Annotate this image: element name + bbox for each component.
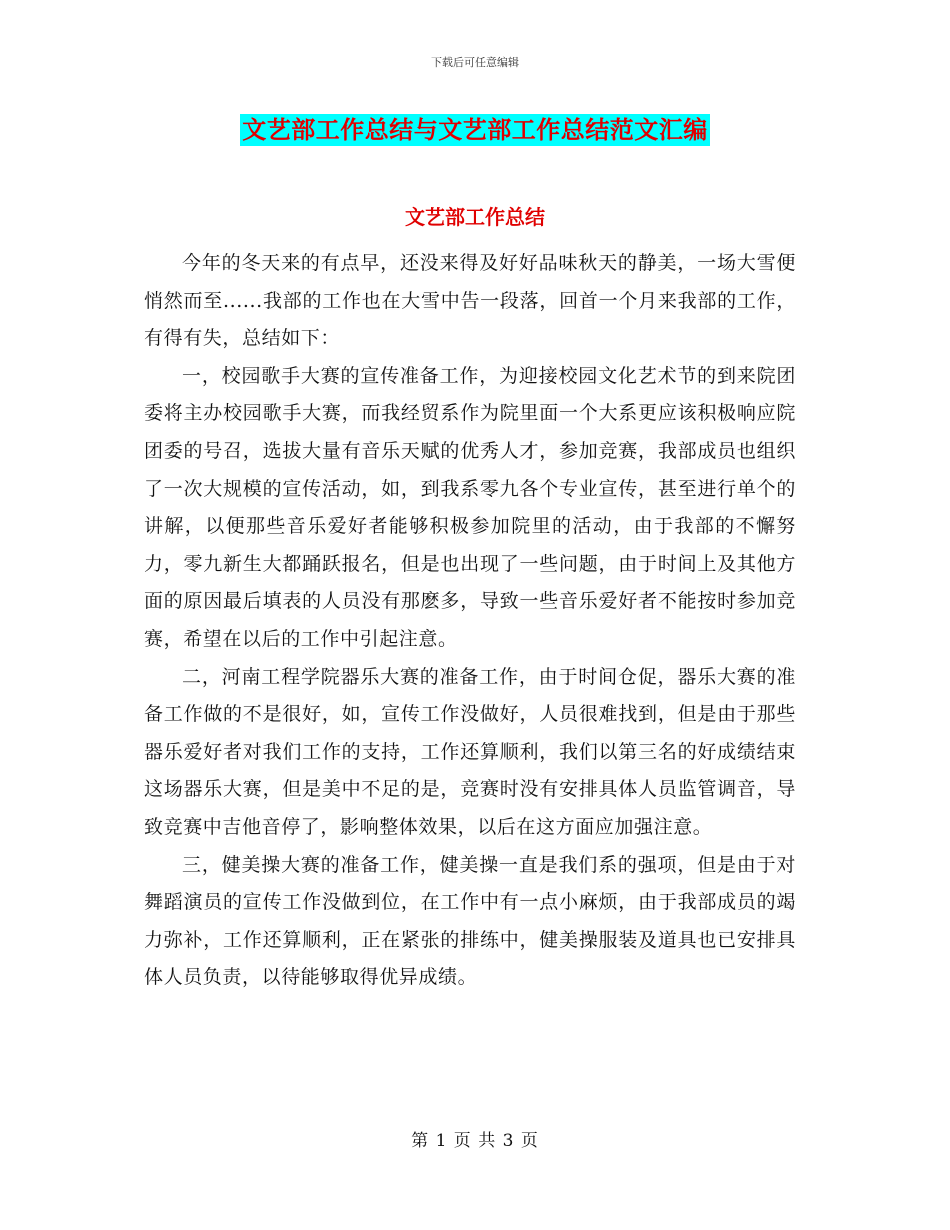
paragraph-item-1: 一，校园歌手大赛的宣传准备工作，为迎接校园文化艺术节的到来院团委将主办校园歌手大赛，而我经贸系作为院里面一个大系更应该积极响应院团委的号召，选拔大量有音乐天赋的优秀人才，参加竞赛，我部成员也组织了一次大规模的宣传活动，如，到我系零九各个专业宣传，甚至进行单个的讲解，以便那些音乐爱好者能够积极参加院里的活动，由于我部的不懈努力，零九新生大都踊跃报名，但是也出现了一些问题，由于时间上及其他方面的原因最后填表的人员没有那麽多，导致一些音乐爱好者不能按时参加竞赛，希望在以后的工作中引起注意。 [144,364,796,650]
page-number: 第 1 页 共 3 页 [411,1131,539,1151]
paragraph-intro: 今年的冬天来的有点早，还没来得及好好品味秋天的静美，一场大雪便悄然而至......我部的工作也在大雪中告一段落，回首一个月来我部的工作，有得有失，总结如下： [144,252,796,350]
page-header-note: 下载后可任意编辑 [431,56,519,69]
main-title-container [0,114,950,146]
document-body [144,245,796,997]
paragraph-item-3: 三，健美操大赛的准备工作，健美操一直是我们系的强项，但是由于对舞蹈演员的宣传工作没做到位，在工作中有一点小麻烦，由于我部成员的竭力弥补，工作还算顺利，正在紧张的排练中，健美操服装及道具也已安排具体人员负责，以待能够取得优异成绩。 [144,853,796,989]
paragraph-item-2: 二，河南工程学院器乐大赛的准备工作，由于时间仓促，器乐大赛的准备工作做的不是很好，如，宣传工作没做好，人员很难找到，但是由于那些器乐爱好者对我们工作的支持，工作还算顺利，我们以第三名的好成绩结束这场器乐大赛，但是美中不足的是，竞赛时没有安排具体人员监管调音，导致竞赛中吉他音停了，影响整体效果，以后在这方面应加强注意。 [144,665,796,838]
main-title: 文艺部工作总结与文艺部工作总结范文汇编 [242,115,708,144]
section-title: 文艺部工作总结 [405,205,545,229]
